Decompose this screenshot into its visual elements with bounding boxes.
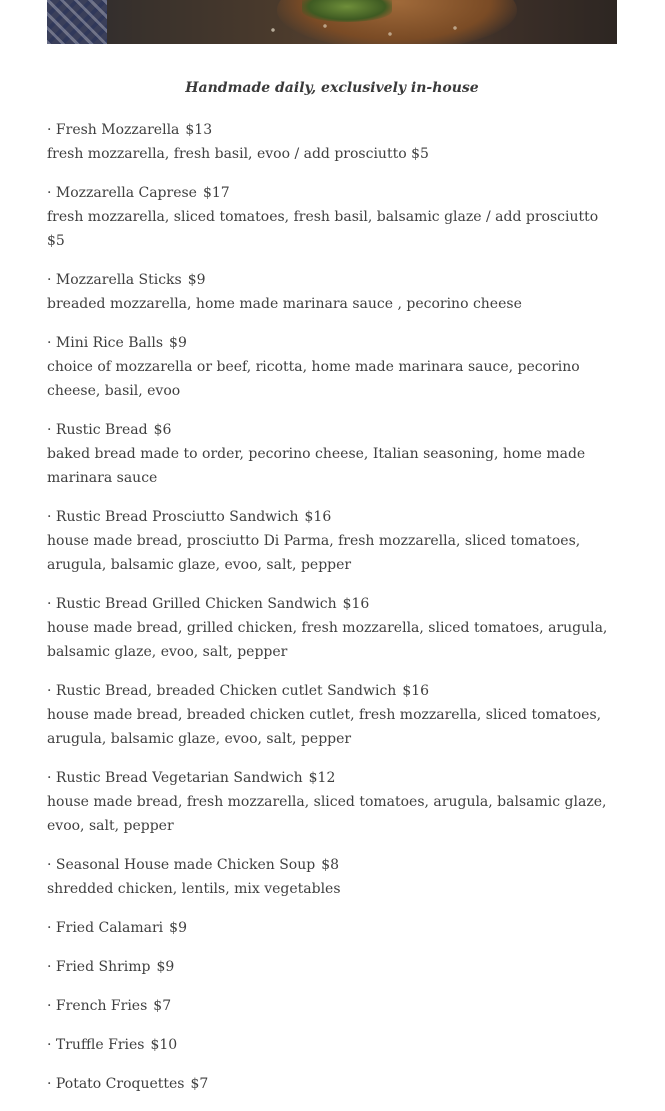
hero-image [47,0,617,44]
napkin-texture [47,0,107,44]
menu-item-price: $9 [169,920,187,936]
menu-item-name: · Rustic Bread Grilled Chicken Sandwich [47,596,337,612]
menu-item-name: · Fried Shrimp [47,959,151,975]
menu-item [47,268,617,316]
menu-item-name: · Fresh Mozzarella [47,122,179,138]
menu-item-description: choice of mozzarella or beef, ricotta, home made marinara sauce, pecorino cheese, basil, evoo [47,359,580,399]
menu-item-name: · Rustic Bread Prosciutto Sandwich [47,509,299,525]
menu-item-price: $6 [153,422,172,438]
menu-item-description: fresh mozzarella, sliced tomatoes, fresh basil, balsamic glaze / add prosciutto $5 [47,209,599,249]
menu-item [47,679,617,751]
menu-item-description: shredded chicken, lentils, mix vegetables [47,881,341,897]
menu-item-price: $10 [150,1037,178,1053]
menu-item [47,766,617,838]
menu-item-name: · Rustic Bread Vegetarian Sandwich [47,770,303,786]
menu-item-name: · Potato Croquettes [47,1076,184,1092]
cheese-crumbs [247,20,507,40]
menu-item-price: $16 [304,509,332,525]
menu-item-name: · French Fries [47,998,147,1014]
menu-item [47,1072,617,1096]
menu-item-price: $16 [402,683,430,699]
menu-item-name: · Truffle Fries [47,1037,144,1053]
menu-item-description: house made bread, fresh mozzarella, sliced tomatoes, arugula, balsamic glaze, evoo, salt, pepper [47,794,607,834]
menu-item-price: $17 [202,185,230,201]
menu-item-description: house made bread, breaded chicken cutlet, fresh mozzarella, sliced tomatoes, arugula, balsamic glaze, evoo, salt, pepper [47,707,602,747]
menu-item [47,592,617,664]
menu-item-price: $16 [342,596,370,612]
menu-item-price: $13 [185,122,213,138]
menu-item-name: · Rustic Bread [47,422,148,438]
menu-item-description: fresh mozzarella, fresh basil, evoo / add prosciutto $5 [47,146,429,162]
menu-item-price: $7 [190,1076,209,1092]
menu-item [47,331,617,403]
menu-item-name: · Mini Rice Balls [47,335,163,351]
menu-item [47,955,617,979]
menu-item-price: $9 [169,335,187,351]
menu-item-price: $9 [156,959,175,975]
menu-item-price: $12 [308,770,336,786]
menu-item [47,1033,617,1057]
menu-list [47,118,617,1111]
menu-item-description: baked bread made to order, pecorino cheese, Italian seasoning, home made marinara sauce [47,446,586,486]
basil-garnish [302,0,392,22]
menu-item [47,418,617,490]
menu-item-name: · Mozzarella Caprese [47,185,197,201]
menu-item-name: · Fried Calamari [47,920,163,936]
menu-item [47,118,617,166]
menu-item-description: house made bread, grilled chicken, fresh mozzarella, sliced tomatoes, arugula, balsamic glaze, evoo, salt, pepper [47,620,608,660]
menu-item-name: · Rustic Bread, breaded Chicken cutlet Sandwich [47,683,396,699]
menu-tagline: Handmade daily, exclusively in-house [185,80,479,96]
menu-item-price: $9 [187,272,206,288]
menu-item-price: $7 [153,998,172,1014]
menu-item-description: breaded mozzarella, home made marinara sauce , pecorino cheese [47,296,522,312]
menu-item [47,505,617,577]
menu-item [47,916,617,940]
menu-item [47,181,617,253]
menu-item-name: · Seasonal House made Chicken Soup [47,857,315,873]
menu-item-price: $8 [321,857,340,873]
menu-item-name: · Mozzarella Sticks [47,272,182,288]
menu-item [47,994,617,1018]
menu-item [47,853,617,901]
menu-item-description: house made bread, prosciutto Di Parma, fresh mozzarella, sliced tomatoes, arugula, balsamic glaze, evoo, salt, pepper [47,533,581,573]
